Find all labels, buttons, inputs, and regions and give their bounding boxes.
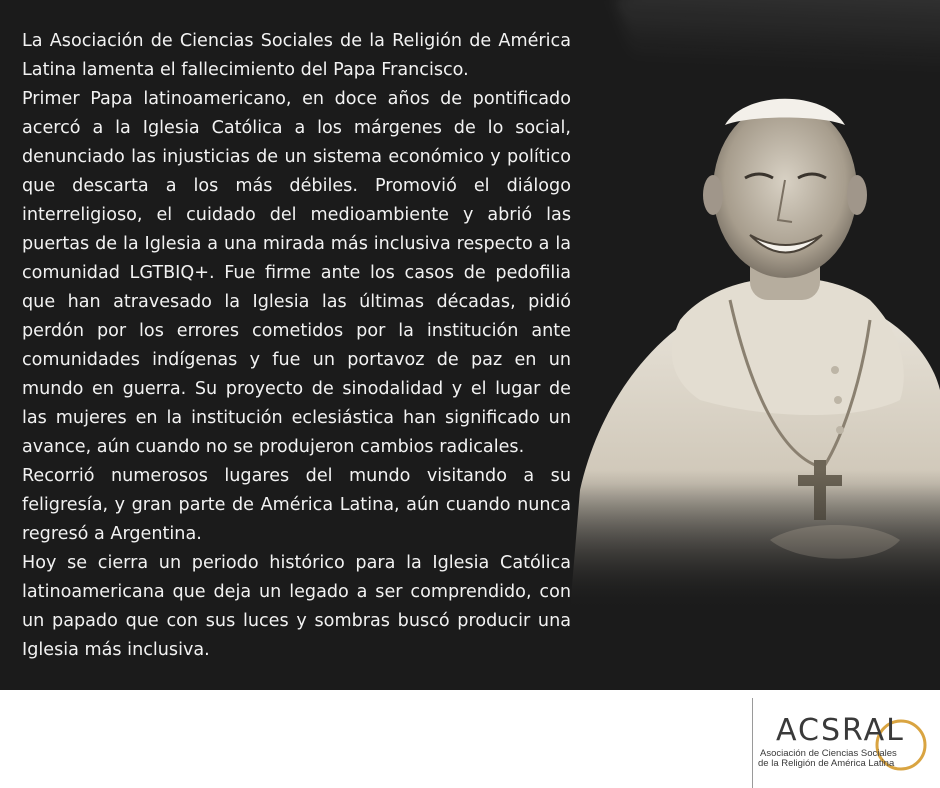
logo-acronym: ACSRAL [776,713,905,748]
acsral-logo [756,712,936,774]
statement-paragraph-1: La Asociación de Ciencias Sociales de la Religión de América Latina lamenta el fallecimiento del Papa Francisco. [22,31,571,80]
logo-line-2: de la Religión de América Latina [758,758,895,769]
logo-line-1: Asociación de Ciencias Sociales [760,748,897,759]
statement-text [22,27,571,665]
footer-divider [752,698,753,788]
statement-paragraph-3: Recorrió numerosos lugares del mundo visitando a su feligresía, y gran parte de América Latina, aún cuando nunca regresó a Argentina. [22,466,571,544]
footer [0,690,940,788]
statement-paragraph-4: Hoy se cierra un periodo histórico para la Iglesia Católica latinoamericana que deja un legado a ser comprendido, con un papado que con sus luces y sombras buscó producir una Iglesia más inclusiva. [22,553,571,660]
pope-portrait-illustration [570,70,940,610]
statement-paragraph-2: Primer Papa latinoamericano, en doce años de pontificado acercó a la Iglesia Católica a los márgenes de lo social, denunciado las injusticias de un sistema económico y político que descarta a los más débiles. Promovió el diálogo interreligioso, el cuidado del medioambiente y abrió las puertas de la Iglesia a una mirada más inclusiva respecto a la comunidad LGTBIQ+. Fue firme ante los casos de pedofilia que han atravesado la Iglesia las últimas décadas, pidió perdón por los errores cometidos por la institución ante comunidades indígenas y fue un portavoz de paz en un mundo en guerra. Su proyecto de sinodalidad y el lugar de las mujeres en la institución eclesiástica han significado un avance, aún cuando no se produjeron cambios radicales. [22,89,571,457]
